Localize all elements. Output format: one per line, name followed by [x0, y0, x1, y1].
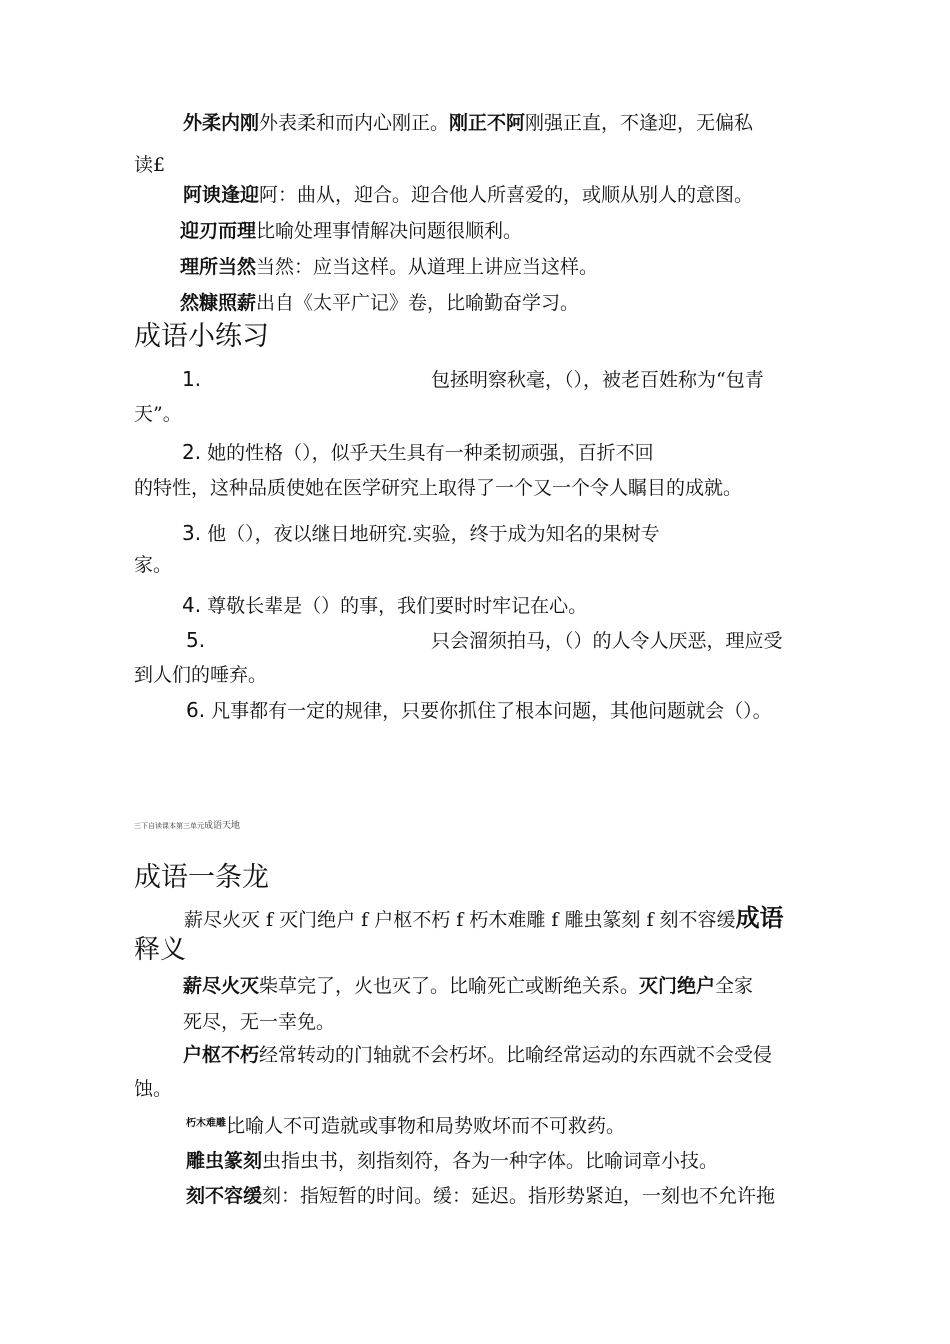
idiom-term: 迎刃而理	[180, 220, 257, 242]
def-line-1	[183, 111, 753, 135]
def-line-3	[183, 183, 753, 207]
idiom-term: 外柔内刚	[183, 112, 260, 134]
practice-item-1	[182, 367, 201, 392]
def2-line-4	[134, 1077, 172, 1101]
def2-line-7	[186, 1184, 775, 1208]
idiom-meaning: 全家	[715, 975, 754, 997]
chain-idioms: 薪尽火灭 f 灭门绝户 f 户枢不朽 f 朽木难雕 f 雕虫篆刻 f 刻不容缓	[184, 909, 736, 931]
idiom-meaning: 虫指虫书，刻指刻符，各为一种字体。比喻词章小技。	[262, 1150, 719, 1172]
chain-subheading-a: 成语	[735, 904, 784, 932]
item-text: 凡事都有一定的规律，只要你抓住了根本问题，其他问题就会（）。	[211, 700, 772, 722]
practice-heading: 成语小练习	[134, 321, 269, 352]
item-text-cont: 天”。	[134, 403, 182, 425]
practice-item-1-text	[431, 368, 764, 392]
practice-item-2	[182, 440, 654, 465]
item-number: 6.	[186, 698, 206, 722]
item-number: 3.	[182, 521, 202, 545]
def2-line-5	[186, 1112, 625, 1138]
idiom-meaning: 当然：应当这样。从道理上讲应当这样。	[256, 256, 599, 278]
section-note-label: 成语天地	[204, 821, 241, 831]
practice-item-4	[182, 593, 587, 618]
idiom-meaning: 蚀。	[134, 1078, 173, 1100]
def2-line-1	[183, 974, 753, 998]
idiom-term: 刻不容缓	[186, 1185, 263, 1207]
def-line-2	[134, 153, 165, 177]
idiom-term: 理所当然	[180, 256, 257, 278]
idiom-meaning: 死尽，无一幸免。	[183, 1011, 336, 1033]
idiom-meaning: 刻：指短暂的时间。缓：延迟。指形势紧迫，一刻也不允许拖	[262, 1185, 776, 1207]
item-text: 她的性格（），似乎天生具有一种柔韧顽强，百折不回	[207, 442, 654, 464]
item-text: 他（），夜以继日地研究.实验，终于成为知名的果树专	[207, 523, 660, 545]
idiom-term: 灭门绝户	[639, 975, 716, 997]
idiom-meaning: 柴草完了，火也灭了。比喻死亡或断绝关系。	[259, 975, 640, 997]
idiom-term: 朽木难雕	[186, 1118, 226, 1129]
idiom-meaning: 出自《太平广记》卷，比喻勤奋学习。	[256, 292, 580, 314]
item-text: 只会溜须拍马，（）的人令人厌恶，理应受	[431, 630, 783, 652]
practice-item-3	[182, 521, 660, 546]
item-number: 5.	[186, 628, 206, 652]
item-text-cont: 的特性，这种品质使她在医学研究上取得了一个又一个令人瞩目的成就。	[134, 477, 743, 499]
idiom-meaning: 经常转动的门轴就不会朽坏。比喻经常运动的东西就不会受侵	[259, 1044, 773, 1066]
practice-item-1-cont	[134, 402, 182, 426]
def-line-6	[180, 291, 579, 315]
idiom-meaning: 比喻人不可造就或事物和局势败坏而不可救药。	[226, 1115, 626, 1137]
item-text-cont: 家。	[134, 554, 173, 576]
idiom-term: 刚正不阿	[449, 112, 526, 134]
def-line-5	[180, 255, 598, 279]
practice-item-3-cont	[134, 553, 172, 577]
def2-line-2	[183, 1010, 335, 1034]
practice-item-6	[186, 698, 772, 723]
item-text-cont: 到人们的唾弃。	[134, 664, 268, 686]
practice-item-5-text	[431, 629, 783, 653]
idiom-meaning: 外表柔和而内心刚正。	[259, 112, 450, 134]
item-text: 尊敬长辈是（）的事，我们要时时牢记在心。	[207, 595, 588, 617]
chain-subheading-b: 释义	[134, 935, 187, 965]
practice-item-5	[186, 628, 205, 653]
item-number: 2.	[182, 440, 202, 464]
item-number: 1.	[182, 367, 202, 391]
practice-item-2-cont	[134, 476, 742, 500]
idiom-term: 然糠照薪	[180, 292, 257, 314]
idiom-term: 薪尽火灭	[183, 975, 260, 997]
idiom-term: 户枢不朽	[183, 1044, 260, 1066]
section-note-small: 三下自读课本第三单元	[134, 822, 204, 830]
idiom-meaning: 刚强正直，不逢迎，无偏私	[525, 112, 754, 134]
idiom-term: 雕虫篆刻	[186, 1150, 263, 1172]
def-line-4	[180, 219, 522, 243]
section-note	[134, 822, 240, 831]
chain-heading: 成语一条龙	[134, 862, 269, 893]
item-text: 包拯明察秋毫，（），被老百姓称为“包青	[431, 369, 764, 391]
idiom-term: 阿谀逢迎	[183, 184, 260, 206]
def2-line-3	[183, 1043, 772, 1067]
chain-line	[184, 904, 784, 934]
item-number: 4.	[182, 593, 202, 617]
def2-line-6	[186, 1149, 718, 1173]
idiom-meaning: 阿：曲从，迎合。迎合他人所喜爱的，或顺从别人的意图。	[259, 184, 754, 206]
idiom-meaning: 比喻处理事情解决问题很顺利。	[256, 220, 523, 242]
idiom-meaning: 读£	[134, 154, 166, 176]
practice-item-5-cont	[134, 663, 267, 687]
